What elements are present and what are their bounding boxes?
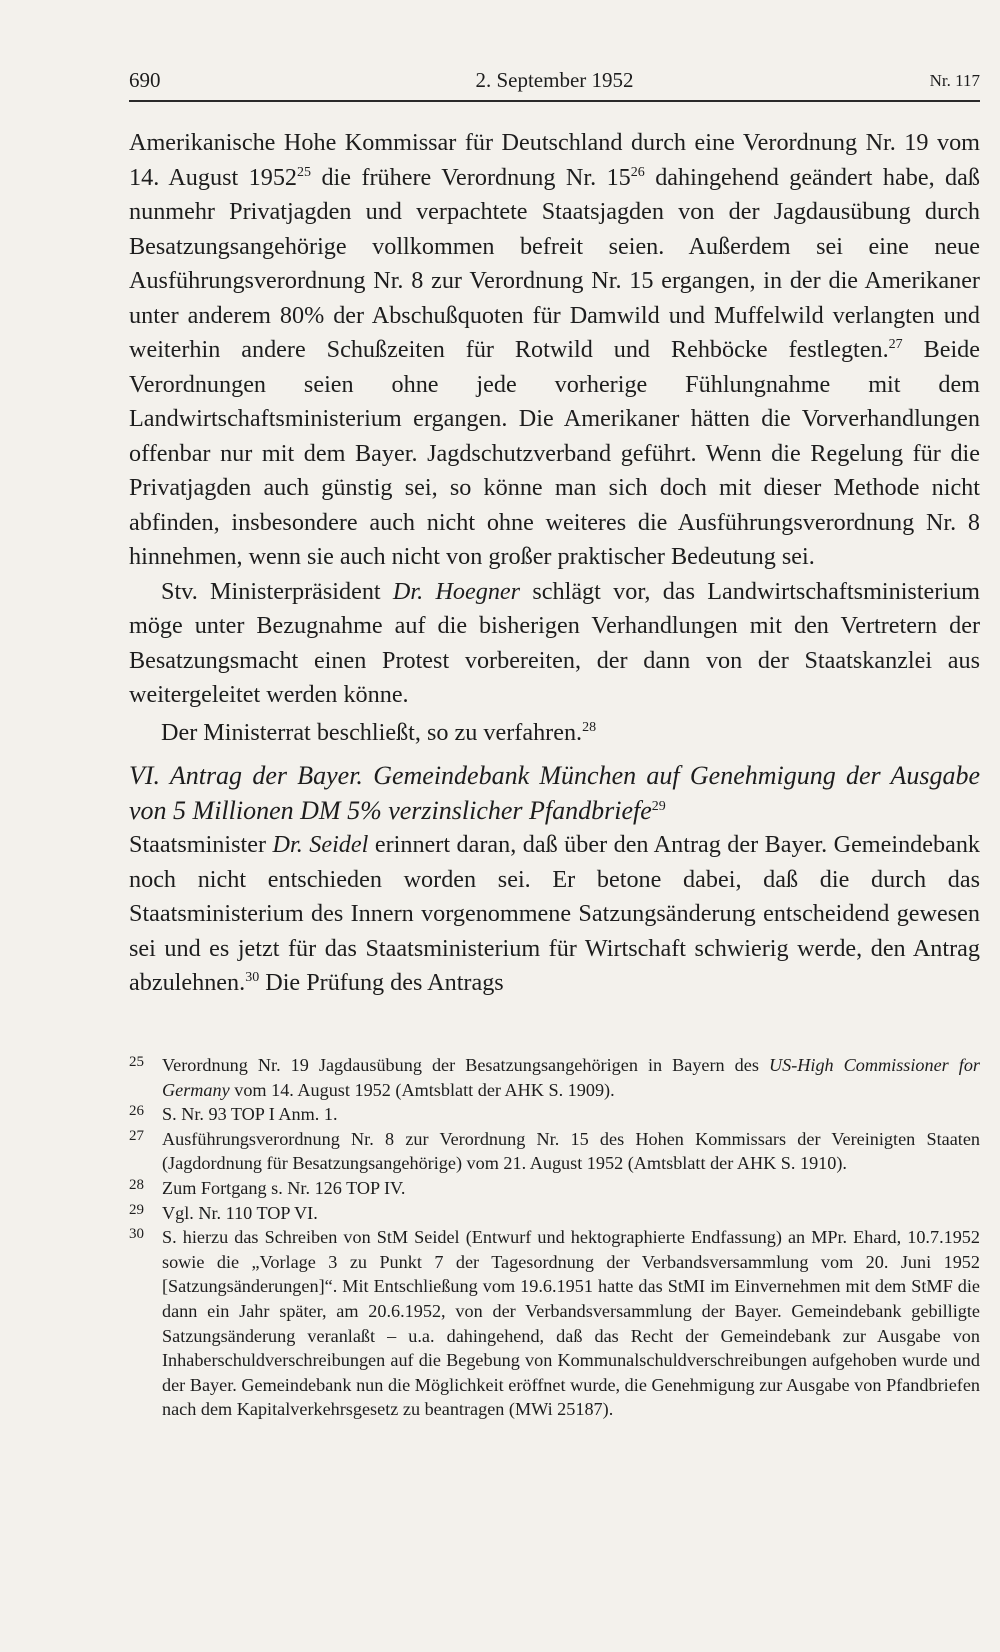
text-run: Der Ministerrat beschließt, so zu verfahren.	[161, 718, 583, 746]
text-run: dahingehend geändert habe, daß nunmehr Privatjagden und verpachtete Staatsjagden von der Jagdausübung durch Besatzungsangehörige vollkommen befreit seien. Außerdem sei eine neue Ausführungsverordnung Nr. 8 zur Verordnung Nr. 15 ergangen, in der die Amerikaner unter anderem 80% der Abschußquoten für Damwild und Muffelwild verlangten und weiterhin andere Schußzeiten für Rotwild und Rehböcke festlegten.	[129, 163, 980, 363]
footnotes	[129, 1053, 980, 1422]
footnote	[129, 1225, 980, 1422]
text-run: Staatsminister	[129, 831, 273, 858]
text-run: die frühere Verordnung Nr. 15	[311, 163, 631, 191]
text-run: Beide Verordnungen seien ohne jede vorherige Fühlungnahme mit dem Landwirtschaftsministerium ergangen. Die Amerikaner hätten die Vorverhandlungen offenbar nur mit dem Bayer. Jagdschutzverband geführt. Wenn die Regelung für die Privatjagden auch günstig sei, so könne man sich doch mit dieser Methode nicht abfinden, insbesondere auch nicht ohne weiteres die Ausführungsverordnung Nr. 8 hinnehmen, wenn sie auch nicht von großer praktischer Bedeutung sei.	[129, 336, 980, 570]
footnote-text: Verordnung Nr. 19 Jagdausübung der Besatzungsangehörigen in Bayern des	[162, 1055, 769, 1075]
text-run: Die Prüfung des Antrags	[259, 969, 504, 996]
text-run: Amerikanische Hohe Kommissar für Deutschland durch eine Verordnung Nr. 19 vom 14. August 1952	[129, 129, 980, 191]
footnote-number: 26	[129, 1103, 144, 1120]
paragraph-3	[129, 716, 980, 751]
footnote-text: vom 14. August 1952 (Amtsblatt der AHK S. 1909).	[229, 1079, 615, 1100]
footnote-ref: 26	[630, 164, 645, 180]
text-run: erinnert daran, daß über den Antrag der Bayer. Gemeindebank noch nicht entschieden worden sei. Er betone dabei, daß die durch das Staatsministerium des Innern vorgenommene Satzungsänderung entscheidend gewesen sei und es jetzt für das Staatsministerium für Wirtschaft schwierig werde, den Antrag abzulehnen.	[129, 831, 981, 996]
paragraph-4	[129, 828, 980, 1001]
footnote-text: S. hierzu das Schreiben von StM Seidel (Entwurf und hektographierte Endfassung) an MPr. Ehard, 10.7.1952 sowie die „Vorlage 3 zu Punkt 7 der Tagesordnung der Verbandsversammlung vom 20. Juni 1952 [Satzungsänderungen]“. Mit Entschließung vom 19.6.1951 hatte das StMI im Einvernehmen mit dem StMF die dann ein Jahr später, am 20.6.1952, von der Verbandsversammlung der Bayer. Gemeindebank gebilligte Satzungsänderung veranlaßt – u.a. dahingehend, daß das Recht der Gemeindebank zur Ausgabe von Inhaberschuldverschreibungen auf die Begebung von Kommunalschuldverschreibungen aufgehoben wurde und der Bayer. Gemeindebank nun die Möglichkeit eröffnet wurde, die Genehmigung zur Ausgabe von Pfandbriefen nach dem Kapitalverkehrsgesetz zu beantragen (MWi 25187).	[162, 1227, 980, 1420]
text-run: Stv. Ministerpräsident	[161, 577, 393, 605]
footnote-emphasis: US-High Commissioner for Germany	[162, 1055, 981, 1100]
footnote	[129, 1176, 980, 1201]
section-heading	[129, 758, 980, 828]
footnote-number: 25	[129, 1054, 144, 1070]
footnote-text: Vgl. Nr. 110 TOP VI.	[162, 1202, 318, 1223]
header-date: 2. September 1952	[475, 68, 634, 92]
paragraph-2	[129, 575, 980, 713]
person-name: Dr. Seidel	[272, 831, 369, 858]
footnote-ref: 25	[297, 164, 312, 180]
footnote-ref: 27	[888, 337, 903, 352]
footnote	[129, 1201, 980, 1226]
footnote	[129, 1127, 980, 1176]
footnote-text: S. Nr. 93 TOP I Anm. 1.	[162, 1104, 338, 1125]
main-text	[129, 126, 980, 1001]
footnote-number: 27	[129, 1127, 144, 1144]
footnote-text: Zum Fortgang s. Nr. 126 TOP IV.	[162, 1177, 406, 1198]
heading-text: VI. Antrag der Bayer. Gemeindebank München auf Genehmigung der Ausgabe von 5 Millionen DM 5% verzinslicher Pfandbriefe	[129, 761, 980, 825]
footnote-number: 30	[129, 1226, 144, 1243]
text-run: schlägt vor, das Landwirtschaftsministerium möge unter Bezugnahme auf die bisherigen Verhandlungen mit den Vertretern der Besatzungsmacht einen Protest vorbereiten, der dann von der Staatskanzlei aus weitergeleitet werden könne.	[129, 577, 980, 708]
document-number: Nr. 117	[929, 71, 980, 90]
paragraph-1	[129, 126, 980, 575]
footnote-number: 29	[129, 1201, 144, 1218]
person-name: Dr. Hoegner	[392, 577, 521, 605]
footnote-text: Ausführungsverordnung Nr. 8 zur Verordnung Nr. 15 des Hohen Kommissars der Vereinigten Staaten (Jagdordnung für Besatzungsangehörige) vom 21. August 1952 (Amtsblatt der AHK S. 1910).	[162, 1128, 980, 1174]
footnote-ref: 30	[245, 970, 260, 985]
page-number: 690	[129, 68, 161, 92]
footnote-number: 28	[129, 1176, 144, 1193]
footnote	[129, 1053, 980, 1102]
footnote	[129, 1102, 980, 1127]
footnote-ref: 29	[651, 799, 666, 814]
page-header	[129, 60, 980, 102]
footnote-ref: 28	[582, 719, 597, 735]
